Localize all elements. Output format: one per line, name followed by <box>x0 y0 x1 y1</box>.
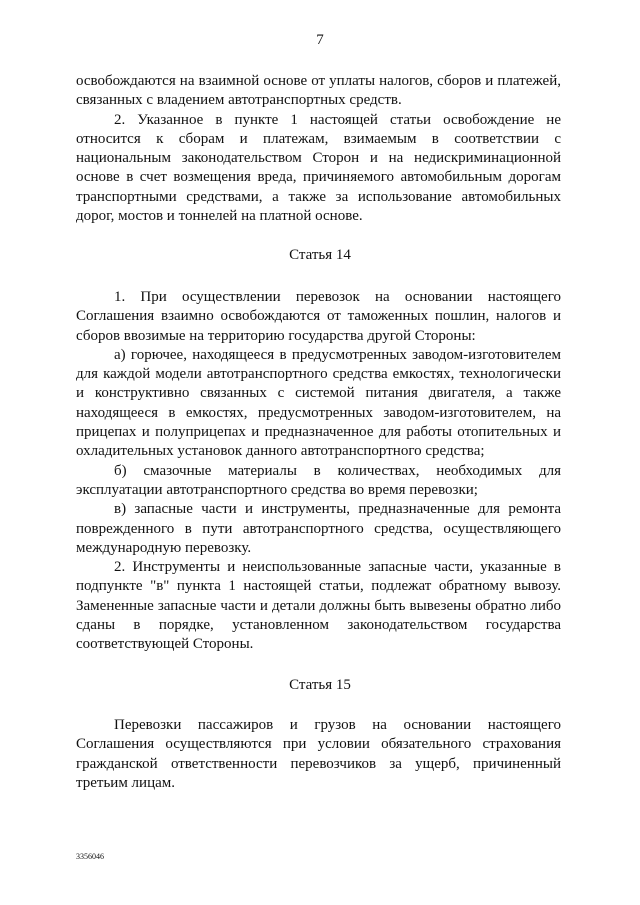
paragraph: б) смазочные материалы в количествах, необходимых для эксплуатации автотранспортного средства во время перевозки; <box>76 462 561 498</box>
paragraph: 2. Инструменты и неиспользованные запасные части, указанные в подпункте "в" пункта 1 настоящей статьи, подлежат обратному вывозу. Замененные запасные части и детали должны быть вывезены обратно либо сданы в порядке, установленном законодательством государства соответствующей Стороны. <box>76 559 561 653</box>
article-14-heading: Статья 14 <box>289 247 351 263</box>
paragraph: 2. Указанное в пункте 1 настоящей статьи освобождение не относится к сборам и платежам, взимаемым в соответствии с национальным законодательством Сторон и на недискриминационной основе в счет возмещения вреда, причиняемого автомобильным дорогам транспортными средствами, а также за использование автомобильных дорог, мостов и тоннелей на платной основе. <box>76 111 561 225</box>
paragraph: а) горючее, находящееся в предусмотренных заводом-изготовителем для каждой модели автотранспортного средства емкостях, технологически и конструктивно связанных с системой питания двигателя, а также находящееся в емкостях, предусмотренных заводом-изготовителем, на прицепах и полуприцепах и предназначенное для работы отопительных и охладительных установок данного автотранспортного средства; <box>76 346 561 460</box>
paragraph: 1. При осуществлении перевозок на основании настоящего Соглашения взаимно освобождаются от таможенных пошлин, налогов и сборов ввозимые на территорию государства другой Стороны: <box>76 289 561 344</box>
paragraph: Перевозки пассажиров и грузов на основании настоящего Соглашения осуществляются при условии обязательного страхования гражданской ответственности перевозчиков за ущерб, причиненный третьим лицам. <box>76 717 561 791</box>
page-number: 7 <box>316 32 324 48</box>
article-15-body <box>76 716 561 793</box>
document-code: 3356046 <box>76 852 104 861</box>
paragraph: в) запасные части и инструменты, предназначенные для ремонта поврежденного в пути автотранспортного средства, осуществляющего международную перевозку. <box>76 501 561 556</box>
article-13-continuation <box>76 72 561 226</box>
article-15-heading: Статья 15 <box>289 677 351 693</box>
article-14-body <box>76 288 561 655</box>
paragraph: освобождаются на взаимной основе от уплаты налогов, сборов и платежей, связанных с владением автотранспортных средств. <box>76 73 561 109</box>
